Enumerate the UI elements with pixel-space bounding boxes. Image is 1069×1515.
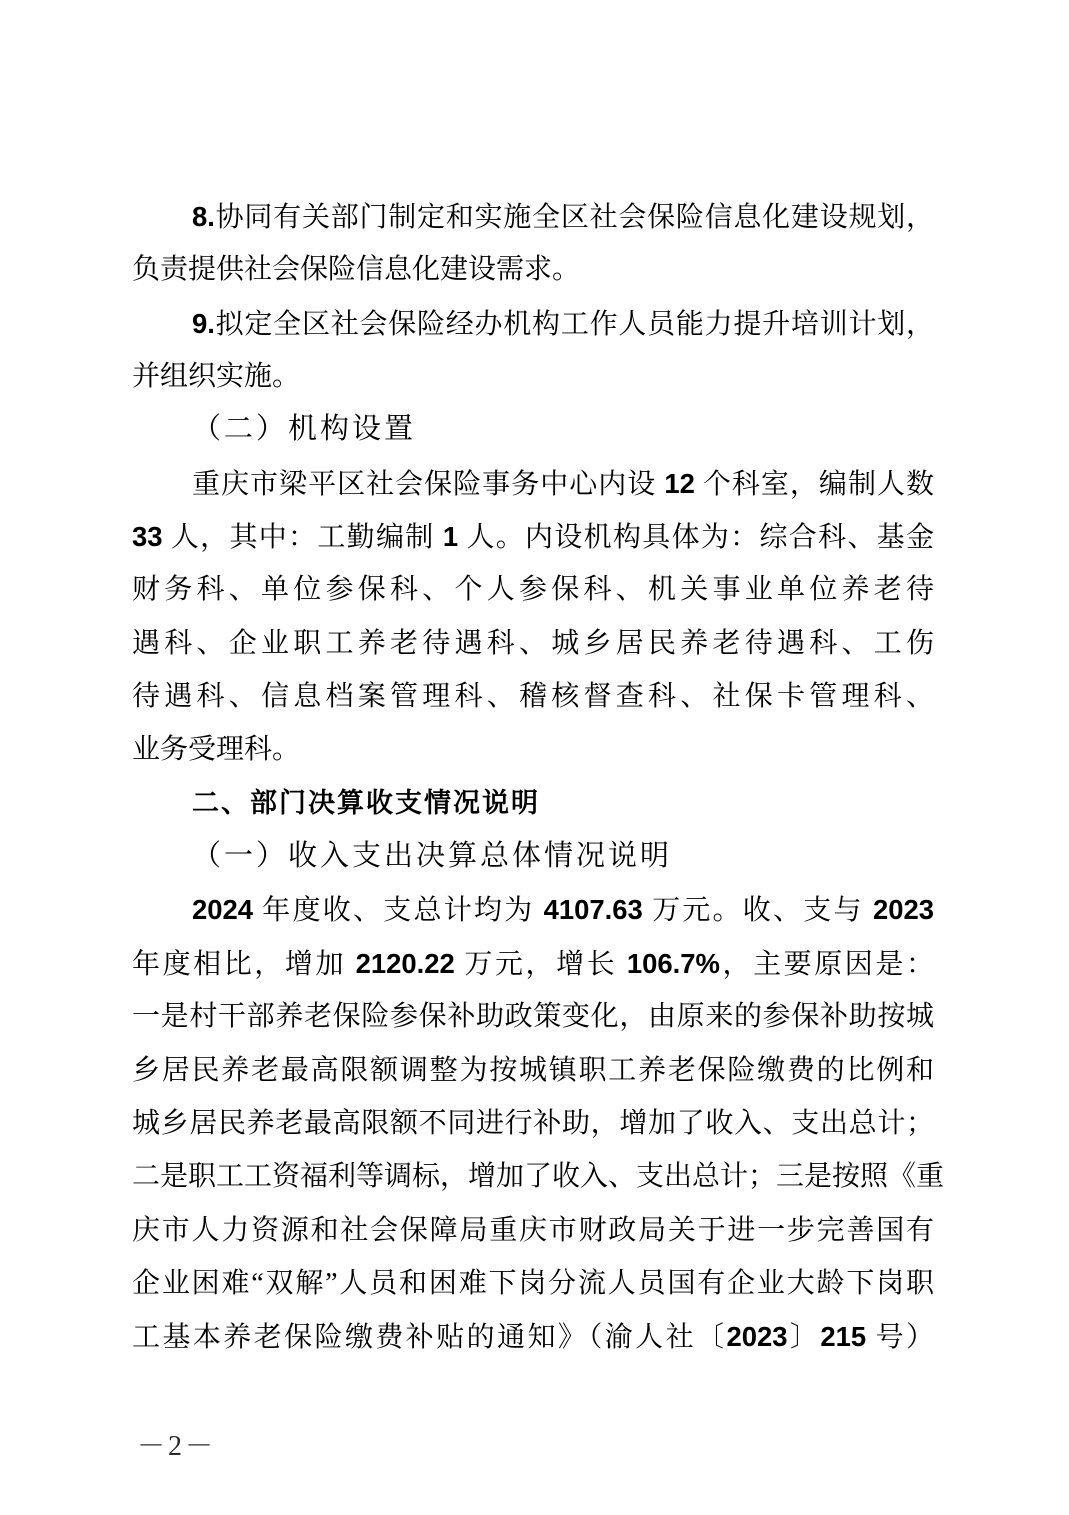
numeral: 8. [192, 201, 215, 232]
duty-item-8: 8.协同有关部门制定和实施全区社会保险信息化建设规划， [192, 201, 934, 233]
numeral: 106.7% [626, 947, 720, 979]
overview-paragraph: 乡居民养老最高限额调整为按城镇职工养老保险缴费的比例和 [132, 1054, 934, 1086]
page-number: －2－ [137, 1431, 217, 1462]
org-paragraph: 33 人，其中：工勤编制 1 人。内设机构具体为：综合科、基金 [132, 521, 934, 554]
duty-item-9-cont: 并组织实施。 [132, 361, 301, 393]
numeral: 9. [192, 307, 215, 339]
overview-paragraph: 年度相比，增加 2120.22 万元，增长 106.7%，主要原因是： [132, 947, 934, 980]
org-paragraph: 重庆市梁平区社会保险事务中心内设 12 个科室，编制人数 [192, 467, 934, 500]
numeral: 1 [442, 521, 459, 553]
numeral: 33 [132, 521, 163, 553]
numeral: 2024 [192, 894, 254, 926]
numeral: 215 [820, 1321, 867, 1353]
section-heading-2: 二、部门决算收支情况说明 [192, 787, 540, 818]
subsection-heading-overview: （一）收入支出决算总体情况说明 [192, 840, 673, 873]
overview-paragraph: 城乡居民养老最高限额不同进行补助，增加了收入、支出总计； [132, 1107, 934, 1139]
numeral: 4107.63 [543, 894, 643, 926]
duty-item-9: 9.拟定全区社会保险经办机构工作人员能力提升培训计划， [192, 307, 934, 340]
numeral: 2120.22 [355, 947, 455, 979]
numeral: 2023 [726, 1321, 788, 1353]
duty-item-8-cont: 负责提供社会保险信息化建设需求。 [132, 254, 581, 286]
overview-paragraph: 庆市人力资源和社会保障局重庆市财政局关于进一步完善国有 [132, 1214, 934, 1246]
overview-paragraph: 2024 年度收、支总计均为 4107.63 万元。收、支与 2023 [192, 894, 934, 927]
numeral: 2023 [872, 894, 934, 926]
org-paragraph: 财务科、单位参保科、个人参保科、机关事业单位养老待 [132, 574, 934, 606]
page-footer [137, 1424, 216, 1464]
overview-paragraph: 二是职工工资福利等调标，增加了收入、支出总计；三是按照《重 [132, 1161, 945, 1193]
numeral: 12 [664, 467, 695, 499]
document-body [132, 190, 945, 1364]
org-paragraph: 待遇科、信息档案管理科、稽核督查科、社保卡管理科、 [132, 681, 934, 713]
overview-paragraph: 企业困难“双解”人员和困难下岗分流人员国有企业大龄下岗职 [132, 1267, 934, 1299]
org-paragraph-end: 业务受理科。 [132, 734, 301, 766]
overview-paragraph: 一是村干部养老保险参保补助政策变化，由原来的参保补助按城 [132, 1001, 934, 1033]
subsection-heading-org-setup: （二）机构设置 [192, 413, 417, 446]
overview-paragraph: 工基本养老保险缴费补贴的通知》（渝人社〔2023〕215 号） [132, 1321, 934, 1354]
org-paragraph: 遇科、企业职工养老待遇科、城乡居民养老待遇科、工伤 [132, 627, 934, 659]
